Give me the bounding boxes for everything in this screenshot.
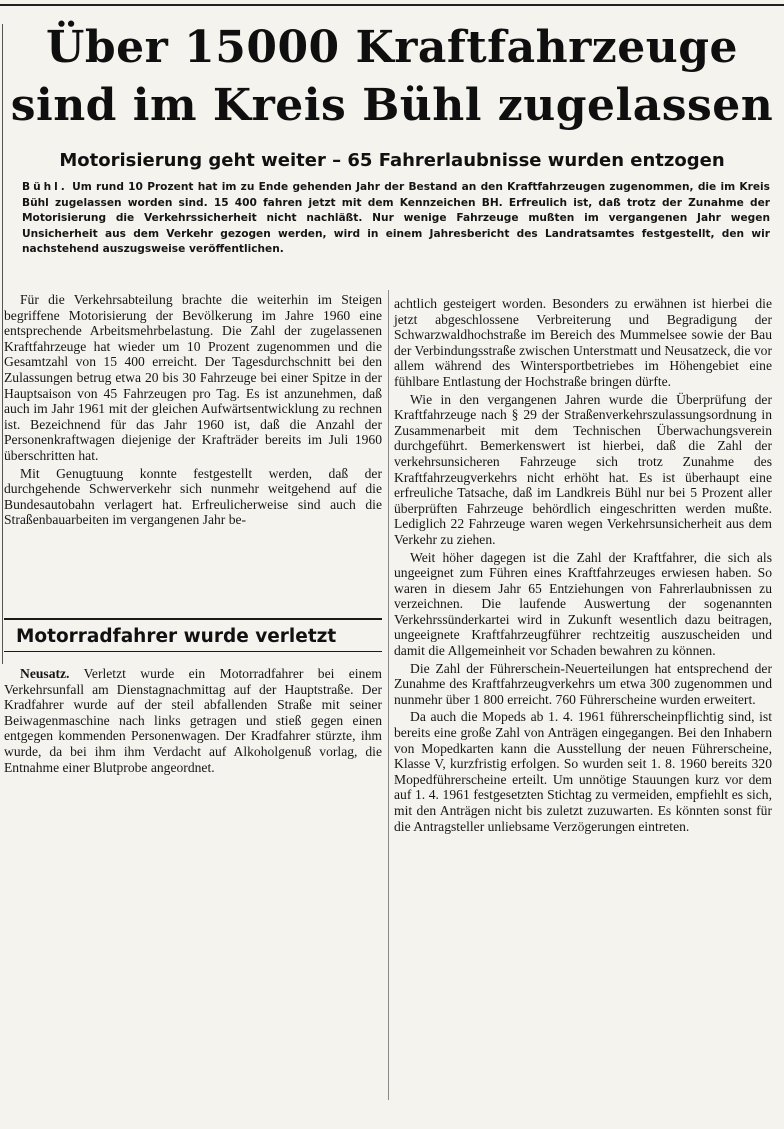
section-divider-bottom — [4, 651, 382, 652]
top-border-rule — [0, 4, 784, 6]
sidebar-article-paragraph — [4, 666, 382, 775]
sidebar-article-text: Verletzt wurde ein Motorradfahrer bei einem Verkehrsunfall am Dienstagnachmittag auf der Hauptstraße. Der Kradfahrer wurde auf der steil abfallenden Straße mit seiner Beiwagenmaschine nach links getragen und stieß gegen einen entgegen kommenden Personenwagen. Der Kradfahrer stürzte, ihm wurde, da bei ihm ihm Verdacht auf Alkoholgenuß vorlag, die Entnahme einer Blutprobe angeordnet. — [4, 666, 382, 775]
left-column — [4, 292, 382, 528]
right-paragraph-2: Wie in den vergangenen Jahren wurde die Überprüfung der Kraftfahrzeuge nach § 29 der Straßenverkehrszulassungsordnung in Zusammenarbeit mit dem Technischen Überwachungsverein durchgeführt. Bemerkenswert ist hierbei, daß die Zahl der verkehrsunsicheren Fahrzeuge sich trotz Zunahme des Kraftfahrzeugverkehrs nicht erhöht hat. Es ist überhaupt eine erfreuliche Tatsache, daß im Landkreis Bühl nur bei 5 Prozent aller überprüften Fahrzeuge behördlich eingeschritten werden mußte. Lediglich 22 Fahrzeuge waren wegen Verkehrsunsicherheit aus dem Verkehr zu ziehen. — [394, 391, 772, 547]
sidebar-article-dateline: Neusatz. — [20, 666, 70, 681]
sidebar-article-body — [4, 666, 382, 775]
lead-paragraph — [22, 180, 770, 258]
lead-dateline: Bühl. — [22, 181, 68, 193]
section-divider-top — [4, 618, 382, 620]
left-paragraph-2: Mit Genugtuung konnte festgestellt werden, daß der durchgehende Schwerverkehr sich nunmehr weitgehend auf die Bundesautobahn verlagert hat. Erfreulicherweise sind auch die Straßenbauarbeiten im vergangenen Jahr be- — [4, 465, 382, 528]
lead-text: Um rund 10 Prozent hat im zu Ende gehenden Jahr der Bestand an den Kraftfahrzeugen zugenommen, die im Kreis Bühl zugelassen worden sind. 15 400 fahren jetzt mit dem Kennzeichen BH. Erfreulich ist, daß trotz der Zunahme der Motorisierung die Verkehrssicherheit nicht nachläßt. Nur wenige Fahrzeuge mußten im vergangenen Jahr wegen Unsicherheit aus dem Verkehr gezogen werden, wird in einem Jahresbericht des Landratsamtes festgestellt, den wir nachstehend auszugsweise veröffentlichen. — [22, 181, 770, 256]
right-column — [394, 296, 772, 834]
sidebar-article-title: Motorradfahrer wurde verletzt — [16, 626, 337, 647]
right-paragraph-1: achtlich gesteigert worden. Besonders zu erwähnen ist hierbei die jetzt abgeschlossene Verbreiterung und Begradigung der Schwarzwaldhochstraße im Bereich des Mummelsee sowie der Bau der Verbindungsstraße zwischen Unterstmatt und Neusatzeck, die vor allem während des Wintersportbetriebes im Höhengebiet eine fühlbare Entlastung der Hochstraße bringen dürfte. — [394, 296, 772, 389]
headline-line-2: sind im Kreis Bühl zugelassen — [10, 80, 774, 131]
subheadline: Motorisierung geht weiter – 65 Fahrerlaubnisse wurden entzogen — [59, 150, 725, 171]
left-paragraph-1: Für die Verkehrsabteilung brachte die weiterhin im Steigen begriffene Motorisierung der Bevölkerung im Jahre 1960 eine entsprechende Arbeitsmehrbelastung. Die Zahl der zugelassenen Kraftfahrzeuge hat wieder um 10 Prozent zugenommen und die Gesamtzahl von 15 400 erreicht. Der Tagesdurchschnitt bei den Zulassungen betrug etwa 20 bis 30 Fahrzeuge bei einer Spitze in der Hauptsaison von 45 Fahrzeugen pro Tag. Es ist anzunehmen, daß auch im Jahr 1961 mit der gleichen Aufwärtsentwicklung zu rechnen ist. Bezeichnend für das Jahr 1960 ist, daß die Anzahl der Personenkraftwagen diejenige der Krafträder bereits im Juli 1960 überschritten hat. — [4, 292, 382, 463]
column-separator — [388, 290, 389, 1100]
right-paragraph-4: Die Zahl der Führerschein-Neuerteilungen hat entsprechend der Zunahme des Kraftfahrzeugverkehrs um etwa 300 zugenommen und nunmehr über 1 800 erreicht. 760 Führerscheine wurden erweitert. — [394, 660, 772, 707]
headline-line-1: Über 15000 Kraftfahrzeuge — [45, 22, 739, 73]
right-paragraph-3: Weit höher dagegen ist die Zahl der Kraftfahrer, die sich als ungeeignet zum Führen eines Kraftfahrzeuges erwiesen haben. So waren in diesem Jahr 65 Entziehungen von Fahrerlaubnissen zu verzeichnen. Die laufende Auswertung der sogenannten Verkehrssünderkartei wird in Zukunft wesentlich dazu beitragen, ungeeignete Kraftfahrzeugführer rechtzeitig auszuscheiden und damit die Allgemeinheit vor Schaden bewahren zu können. — [394, 549, 772, 659]
right-paragraph-5: Da auch die Mopeds ab 1. 4. 1961 führerscheinpflichtig sind, ist bereits eine große Zahl von Anträgen eingegangen. Bei den Inhabern von Mopedkarten kann die Ausstellung der neuen Führerscheine, Klasse V, kurzfristig erfolgen. So wurden seit 1. 8. 1960 bereits 320 Mopedführerscheine erteilt. Um unnötige Stauungen kurz vor dem auf 1. 4. 1961 festgesetzten Stichtag zu vermeiden, empfiehlt es sich, mit den Anträgen nicht bis zuletzt zuzuwarten. Es könnten sonst für die Antragsteller unliebsame Verzögerungen eintreten. — [394, 709, 772, 834]
